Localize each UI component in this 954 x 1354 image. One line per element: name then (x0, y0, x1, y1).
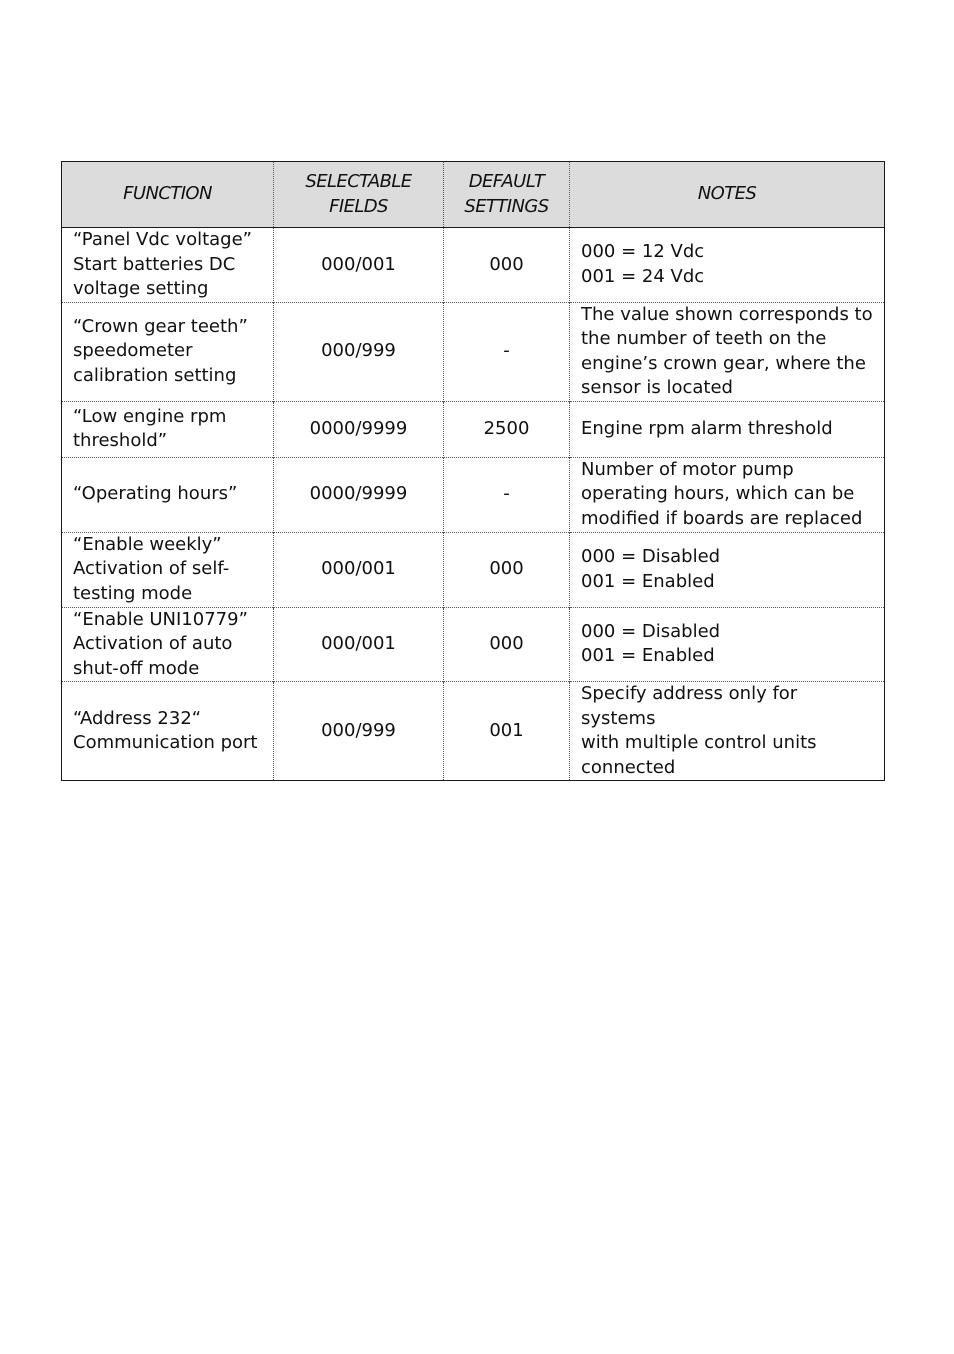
function-line: “Address 232“ (73, 707, 202, 729)
notes-line: Engine rpm alarm threshold (581, 417, 833, 439)
notes-cell (570, 682, 885, 781)
function-line: calibration setting (73, 364, 237, 386)
table-row (62, 457, 885, 532)
notes-line: engine’s crown gear, where the (581, 352, 866, 374)
selectable-fields-cell: 0000/9999 (274, 401, 444, 457)
header-default-line: DEFAULT (468, 171, 545, 192)
function-line: shut-off mode (73, 657, 200, 679)
default-setting-cell: - (444, 457, 570, 532)
function-cell (62, 457, 274, 532)
header-selectable-fields (274, 162, 444, 228)
default-setting-cell: - (444, 302, 570, 401)
default-setting-cell: 000 (444, 532, 570, 607)
table-row (62, 532, 885, 607)
function-line: testing mode (73, 582, 193, 604)
notes-line: The value shown corresponds to (581, 303, 873, 325)
notes-line: 001 = Enabled (581, 645, 715, 667)
function-cell (62, 228, 274, 303)
function-line: speedometer (73, 340, 193, 362)
selectable-fields-cell: 000/001 (274, 532, 444, 607)
header-function-line: FUNCTION (123, 183, 212, 205)
notes-line: 000 = Disabled (581, 620, 721, 642)
function-line: Activation of self- (73, 558, 230, 580)
selectable-fields-cell: 000/001 (274, 607, 444, 682)
default-setting-cell: 001 (444, 682, 570, 781)
function-line: threshold” (73, 430, 168, 451)
table-row (62, 302, 885, 401)
function-line: Activation of auto (73, 633, 233, 654)
function-line: voltage setting (73, 278, 209, 299)
notes-cell (570, 607, 885, 682)
table-row (62, 682, 885, 781)
header-selectable-line: SELECTABLE (305, 171, 412, 192)
table-row (62, 228, 885, 303)
header-function (62, 162, 274, 228)
function-line: “Low engine rpm (73, 405, 227, 427)
notes-line: 001 = Enabled (581, 570, 715, 592)
selectable-fields-cell: 000/999 (274, 682, 444, 781)
notes-line: 000 = 12 Vdc (581, 241, 705, 263)
function-cell (62, 401, 274, 457)
notes-line: operating hours, which can be (581, 483, 855, 505)
notes-line: Number of motor pump (581, 458, 794, 480)
default-setting-cell: 2500 (444, 401, 570, 457)
notes-line: sensor is located (581, 377, 733, 398)
notes-cell (570, 532, 885, 607)
selectable-fields-cell: 000/999 (274, 302, 444, 401)
table-row (62, 607, 885, 682)
notes-cell (570, 401, 885, 457)
function-line: “Enable weekly” (73, 533, 222, 555)
notes-line: the number of teeth on the (581, 328, 827, 349)
notes-line: connected (581, 756, 676, 778)
header-default-line: SETTINGS (464, 195, 549, 217)
notes-cell (570, 457, 885, 532)
notes-line: with multiple control units (581, 732, 817, 753)
header-notes (570, 162, 885, 228)
table-header-row (62, 162, 885, 228)
notes-line: 000 = Disabled (581, 546, 721, 567)
notes-line: Specify address only for systems (581, 683, 798, 729)
header-notes-line: NOTES (697, 183, 757, 205)
function-line: Start batteries DC (73, 253, 236, 275)
selectable-fields-cell: 0000/9999 (274, 457, 444, 532)
function-cell (62, 682, 274, 781)
notes-cell (570, 228, 885, 303)
function-cell (62, 302, 274, 401)
header-default-settings (444, 162, 570, 228)
notes-cell (570, 302, 885, 401)
function-line: “Panel Vdc voltage” (73, 229, 252, 250)
settings-table (61, 161, 885, 781)
notes-line: modified if boards are replaced (581, 507, 863, 529)
notes-line: 001 = 24 Vdc (581, 265, 705, 287)
default-setting-cell: 000 (444, 607, 570, 682)
table-row (62, 401, 885, 457)
function-line: “Operating hours” (73, 483, 238, 505)
selectable-fields-cell: 000/001 (274, 228, 444, 303)
function-line: Communication port (73, 732, 258, 753)
function-line: “Enable UNI10779” (73, 608, 248, 630)
header-selectable-line: FIELDS (329, 195, 388, 217)
function-line: “Crown gear teeth” (73, 315, 248, 337)
function-cell (62, 532, 274, 607)
default-setting-cell: 000 (444, 228, 570, 303)
function-cell (62, 607, 274, 682)
